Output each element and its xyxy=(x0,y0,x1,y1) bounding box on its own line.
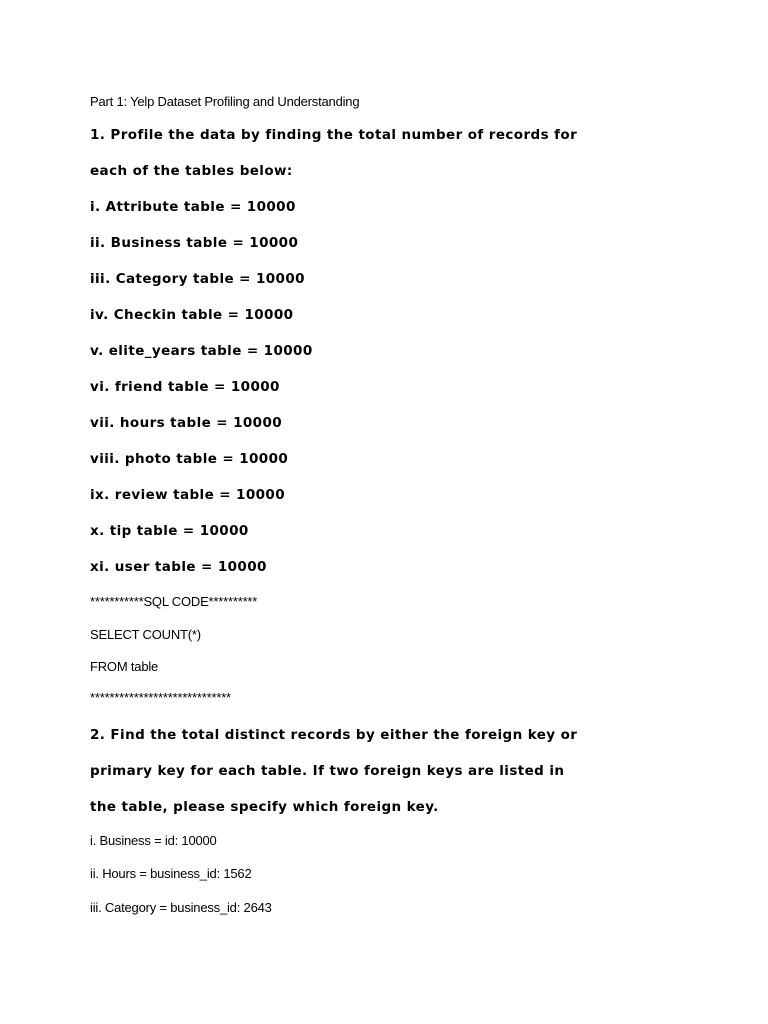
sql-code-line: FROM table xyxy=(90,659,159,674)
sql-code-header: ***********SQL CODE********** xyxy=(90,594,258,609)
question-2-line-2: primary key for each table. If two foreign keys are listed in xyxy=(90,763,565,779)
document-page xyxy=(90,0,730,1024)
distinct-count-item: ii. Hours = business_id: 1562 xyxy=(90,866,252,881)
table-count-item: iii. Category table = 10000 xyxy=(90,271,305,287)
table-count-item: ii. Business table = 10000 xyxy=(90,235,299,251)
table-count-item: vi. friend table = 10000 xyxy=(90,379,280,395)
sql-code-footer: ***************************** xyxy=(90,690,231,705)
question-2-line-3: the table, please specify which foreign key. xyxy=(90,799,439,815)
question-1-line-2: each of the tables below: xyxy=(90,163,293,179)
question-2-line-1: 2. Find the total distinct records by either the foreign key or xyxy=(90,727,578,743)
sql-code-line: SELECT COUNT(*) xyxy=(90,627,201,642)
question-1-line-1: 1. Profile the data by finding the total number of records for xyxy=(90,127,578,143)
table-count-item: iv. Checkin table = 10000 xyxy=(90,307,294,323)
distinct-count-item: i. Business = id: 10000 xyxy=(90,833,217,848)
table-count-item: x. tip table = 10000 xyxy=(90,523,249,539)
table-count-item: ix. review table = 10000 xyxy=(90,487,286,503)
document-heading: Part 1: Yelp Dataset Profiling and Understanding xyxy=(90,94,360,109)
table-count-item: viii. photo table = 10000 xyxy=(90,451,289,467)
table-count-item: i. Attribute table = 10000 xyxy=(90,199,296,215)
table-count-item: v. elite_years table = 10000 xyxy=(90,343,313,359)
distinct-count-item: iii. Category = business_id: 2643 xyxy=(90,900,272,915)
table-count-item: vii. hours table = 10000 xyxy=(90,415,283,431)
table-count-item: xi. user table = 10000 xyxy=(90,559,267,575)
